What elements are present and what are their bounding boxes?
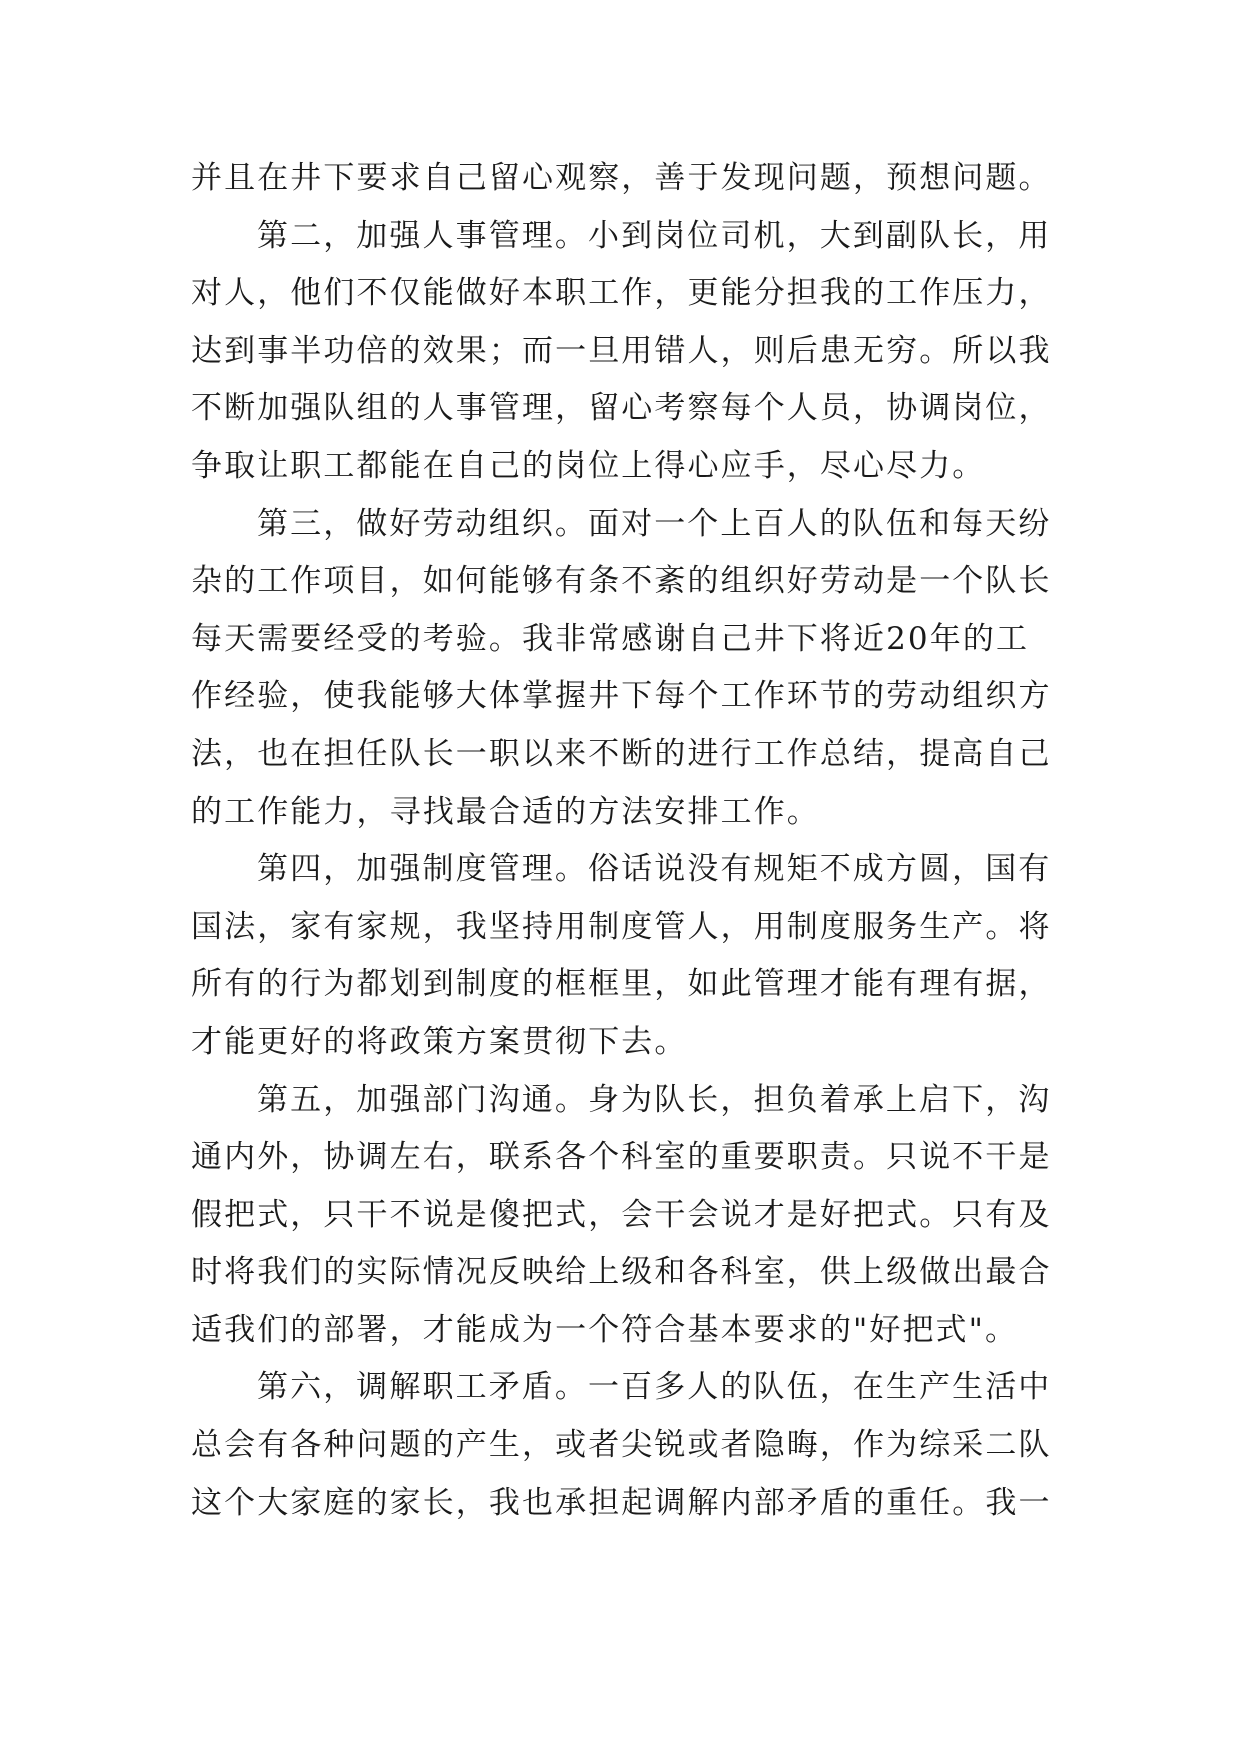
text-line: 每天需要经受的考验。我非常感谢自己井下将近20年的工	[191, 620, 1030, 657]
text-line: 第二，加强人事管理。小到岗位司机，大到副队长，用	[257, 217, 1052, 254]
text-line: 总会有各种问题的产生，或者尖锐或者隐晦，作为综采二队	[191, 1427, 1052, 1464]
text-line: 法，也在担任队长一职以来不断的进行工作总结，提高自己	[191, 735, 1052, 772]
text-line: 国法，家有家规，我坚持用制度管人，用制度服务生产。将	[191, 908, 1052, 945]
body-text	[191, 150, 1051, 1532]
text-line: 杂的工作项目，如何能够有条不紊的组织好劳动是一个队长	[191, 563, 1052, 600]
text-line: 所有的行为都划到制度的框框里，如此管理才能有理有据，	[191, 966, 1052, 1003]
text-line: 不断加强队组的人事管理，留心考察每个人员，协调岗位，	[191, 390, 1052, 427]
text-line: 才能更好的将政策方案贯彻下去。	[191, 1023, 688, 1060]
text-line: 适我们的部署，才能成为一个符合基本要求的"好把式"。	[191, 1311, 1019, 1348]
text-line: 假把式，只干不说是傻把式，会干会说才是好把式。只有及	[191, 1196, 1052, 1233]
text-line: 对人，他们不仅能做好本职工作，更能分担我的工作压力，	[191, 275, 1052, 312]
text-line: 并且在井下要求自己留心观察，善于发现问题，预想问题。	[191, 160, 1052, 196]
text-line: 达到事半功倍的效果；而一旦用错人，则后患无穷。所以我	[191, 332, 1052, 369]
text-line: 第三，做好劳动组织。面对一个上百人的队伍和每天纷	[257, 505, 1052, 542]
text-line: 争取让职工都能在自己的岗位上得心应手，尽心尽力。	[191, 447, 986, 484]
text-line: 作经验，使我能够大体掌握井下每个工作环节的劳动组织方	[191, 678, 1052, 715]
text-line: 通内外，协调左右，联系各个科室的重要职责。只说不干是	[191, 1139, 1052, 1176]
text-line: 的工作能力，寻找最合适的方法安排工作。	[191, 793, 820, 830]
text-line: 时将我们的实际情况反映给上级和各科室，供上级做出最合	[191, 1254, 1052, 1291]
text-line: 第四，加强制度管理。俗话说没有规矩不成方圆，国有	[257, 851, 1052, 888]
text-line: 第六，调解职工矛盾。一百多人的队伍，在生产生活中	[257, 1369, 1052, 1406]
text-line: 第五，加强部门沟通。身为队长，担负着承上启下，沟	[257, 1081, 1052, 1118]
text-line: 这个大家庭的家长，我也承担起调解内部矛盾的重任。我一	[191, 1484, 1052, 1521]
